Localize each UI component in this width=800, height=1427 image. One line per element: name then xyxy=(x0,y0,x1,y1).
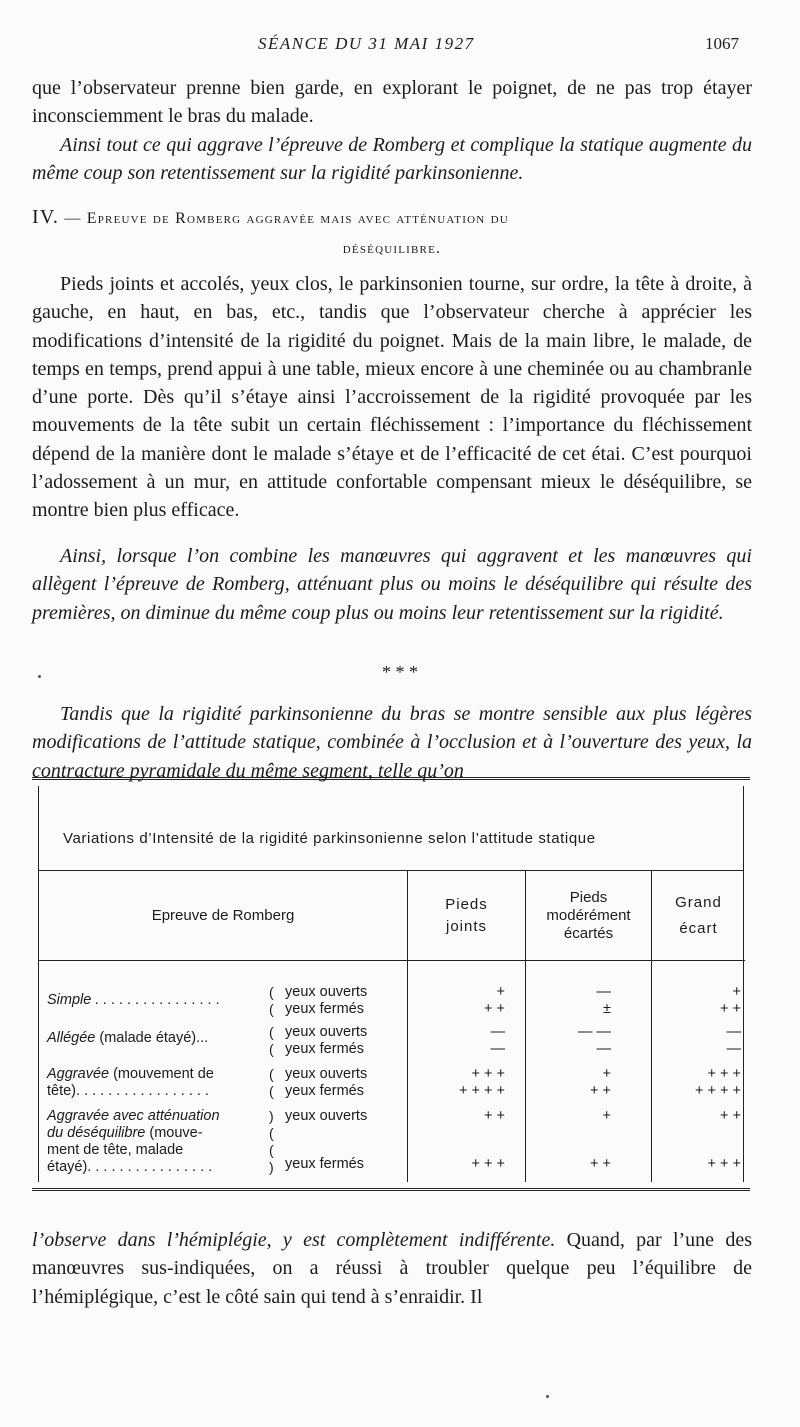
row-label: Simple . . . . . . . . . . . . . . . . xyxy=(47,992,221,1008)
table-row-aggravee xyxy=(39,1066,745,1100)
header-epreuve xyxy=(39,871,407,961)
cell-value: + + xyxy=(484,1001,505,1017)
paragraph-2: Ainsi tout ce qui aggrave l’épreuve de Romberg et complique la statique augmente du même coup son retentissement sur la rigidité parkinsonienne. xyxy=(32,134,752,185)
eye-state: yeux ouverts xyxy=(285,1024,368,1040)
running-head: SÉANCE DU 31 MAI 1927 xyxy=(258,34,475,53)
eye-state: yeux fermés xyxy=(285,1083,364,1099)
paragraph-6-italic: l’observe dans l’hémiplégie, y est complètement indifférente. xyxy=(32,1229,556,1251)
cell-value: + xyxy=(602,1066,611,1082)
header-modere-line-2: modérément xyxy=(546,906,631,924)
cell-value: + + + + xyxy=(459,1083,505,1099)
cell-value: + + + xyxy=(471,1156,505,1172)
header-modere-line-1: Pieds xyxy=(569,888,608,906)
cell-value: + + xyxy=(720,1001,741,1017)
row-label: Aggravée (mouvement de tête). . . . . . . . . . . . . . . . . xyxy=(47,1066,214,1099)
eye-state: yeux fermés xyxy=(285,1156,364,1172)
paragraph-5: Tandis que la rigidité parkinsonienne du bras se montre sensible aux plus légères modifications de l’attitude statique, combinée à l’occlusion et à l’ouverture des yeux, la contracture pyramidale du même segment, telle qu’on xyxy=(32,703,752,782)
cell-value: + + xyxy=(720,1108,741,1124)
cell-value: + + xyxy=(484,1108,505,1124)
eye-state: yeux ouverts xyxy=(285,1108,368,1124)
paragraph-6 xyxy=(32,1226,752,1311)
page-number: 1067 xyxy=(705,34,739,53)
cell-value: + + xyxy=(590,1156,611,1172)
page-header xyxy=(0,34,800,62)
section-title-line-2: déséquilibre. xyxy=(342,240,442,257)
cell-value: ± xyxy=(603,1001,611,1017)
rigidity-table xyxy=(32,777,750,1191)
header-modere-line-3: écartés xyxy=(563,924,614,942)
cell-value: — xyxy=(596,984,611,1000)
paragraph-3: Pieds joints et accolés, yeux clos, le parkinsonien tourne, sur ordre, la tête à droite, à gauche, en haut, en bas, etc., tandis que l’observateur cherche à apprécier les modifications d’intensité de la rigidité du poignet. Mais de la main libre, le malade, de temps en temps, prend appui à une table, mieux encore à une cheminée ou au chambranle d’une porte. Dès qu’il s’étaye ainsi l’accroissement de la rigidité provoquée par les mouvements de la tête subit un certain fléchissement : l’importance du fléchissement dépend de la manière dont le malade s’étaye et de l’efficacité de cet étai. C’est pourquoi l’adossement à un mur, en attitude confortable compensant mieux le déséquilibre, se montre bien plus efficace. xyxy=(32,273,752,522)
brace: ) ( ( ) xyxy=(269,1108,274,1175)
header-joints-line-1: Pieds xyxy=(445,895,488,913)
cell-value: + + + + xyxy=(695,1083,741,1099)
brace: ( ( xyxy=(269,984,274,1017)
header-ecart-line-1: Grand xyxy=(675,893,722,911)
cell-value: — xyxy=(490,1041,505,1057)
paragraph-4: Ainsi, lorsque l’on combine les manœuvres qui aggravent et les manœuvres qui allègent l’épreuve de Romberg, atténuant plus ou moins le déséquilibre qui résulte des premières, on diminue du même coup plus ou moins leur retentissement sur la rigidité. xyxy=(32,545,752,624)
section-title-line-1: — Epreuve de Romberg aggravée mais avec atténuation du xyxy=(64,210,509,227)
brace: ( ( xyxy=(269,1066,274,1099)
cell-value: + xyxy=(496,984,505,1000)
cell-value: — xyxy=(490,1024,505,1040)
header-joints-line-2: joints xyxy=(445,917,488,935)
row-label: Aggravée avec atténuation du déséquilibre (mouve- ment de tête, malade étayé). . . . . . . . . . . . . . . . xyxy=(47,1108,220,1175)
header-epreuve-text: Epreuve de Romberg xyxy=(151,906,295,924)
cell-value: + + + xyxy=(471,1066,505,1082)
cell-value: — xyxy=(726,1041,741,1057)
section-heading xyxy=(32,202,752,264)
table-title-text: Variations d’Intensité de la rigidité parkinsonienne selon l’attitude statique xyxy=(63,830,596,847)
cell-value: + + xyxy=(590,1083,611,1099)
eye-state: yeux ouverts xyxy=(285,984,368,1000)
row-label: Allégée (malade étayé)... xyxy=(47,1030,209,1046)
section-numeral: IV. xyxy=(32,206,60,228)
cell-value: — — xyxy=(577,1024,611,1040)
brace: ( ( xyxy=(269,1024,274,1057)
table-frame xyxy=(38,786,744,1182)
cell-value: — xyxy=(726,1024,741,1040)
cell-value: + xyxy=(732,984,741,1000)
header-ecart-line-2: écart xyxy=(679,919,718,937)
paragraph-6-rest: Quand, par l’une des manœuvres sus-indiquées, on a réussi à troubler quelque peu l’équilibre de l’hémiplégique, c’est le côté sain qui tend à s’enraidir. Il xyxy=(32,1229,752,1308)
print-speck xyxy=(38,675,41,678)
table-title xyxy=(39,786,743,871)
cell-value: + xyxy=(602,1108,611,1124)
paragraph-1: que l’observateur prenne bien garde, en explorant le poignet, de ne pas trop étayer inconsciemment le bras du malade. xyxy=(32,77,752,128)
header-pieds-moderement-ecartes xyxy=(525,871,651,961)
cell-value: + + + xyxy=(707,1066,741,1082)
header-grand-ecart xyxy=(651,871,745,961)
cell-value: — xyxy=(596,1041,611,1057)
eye-state: yeux fermés xyxy=(285,1041,364,1057)
eye-state: yeux fermés xyxy=(285,1001,364,1017)
print-speck xyxy=(546,1395,549,1398)
header-pieds-joints xyxy=(407,871,525,961)
eye-state: yeux ouverts xyxy=(285,1066,368,1082)
cell-value: + + + xyxy=(707,1156,741,1172)
table-row-simple xyxy=(39,984,745,1018)
table-row-allegee xyxy=(39,1024,745,1058)
table-row-attenuation xyxy=(39,1108,745,1180)
asterism: * * * xyxy=(382,662,418,682)
